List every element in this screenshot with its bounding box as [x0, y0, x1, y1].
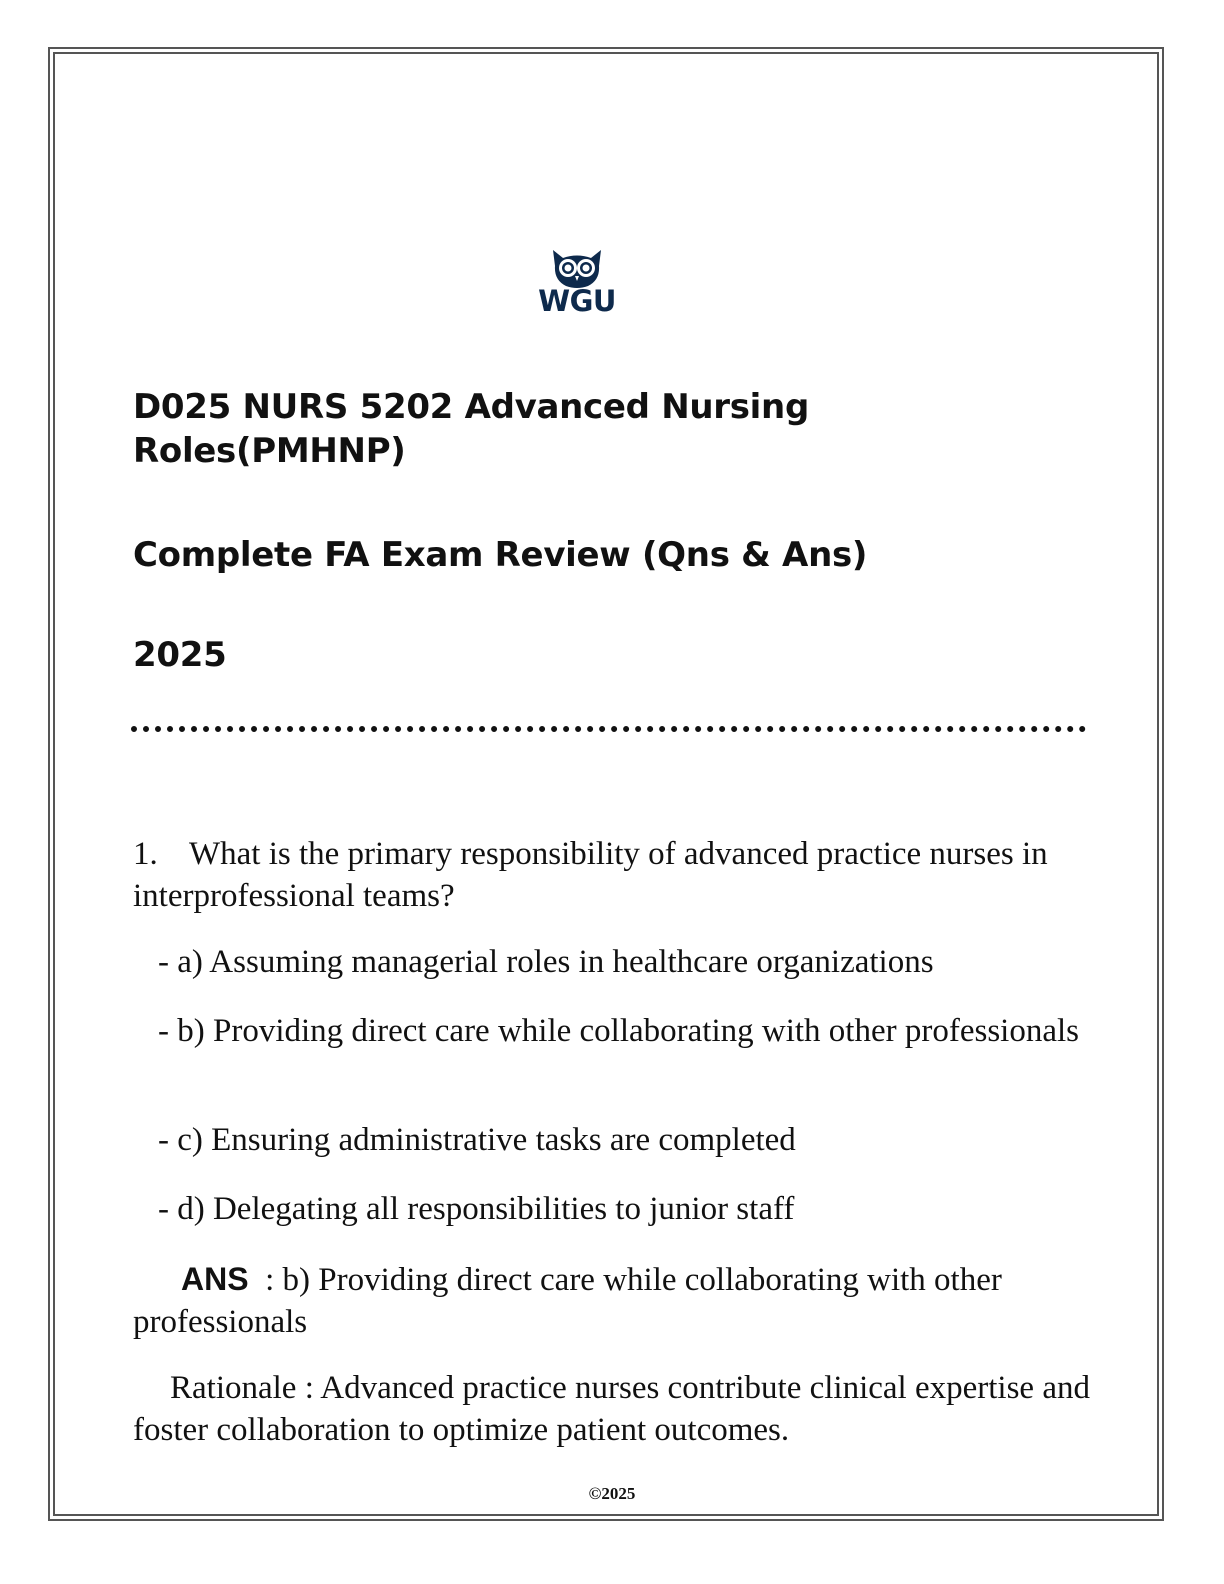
question-text: What is the primary responsibility of advanced practice nurses in interprofessional teams?	[133, 836, 1048, 914]
question-1	[133, 833, 1093, 917]
logo-wordmark: WGU	[538, 284, 616, 318]
option-c: - c) Ensuring administrative tasks are completed	[158, 1122, 796, 1158]
rationale-text: Rationale : Advanced practice nurses contribute clinical expertise and foster collaboration to optimize patient outcomes.	[133, 1370, 1090, 1448]
option-d: - d) Delegating all responsibilities to junior staff	[158, 1191, 795, 1227]
document-subtitle: Complete FA Exam Review (Qns & Ans)	[133, 535, 868, 575]
rationale	[133, 1367, 1093, 1451]
dotted-separator	[131, 726, 1086, 732]
question-number: 1.	[133, 836, 158, 872]
document-year: 2025	[133, 635, 227, 675]
owl-icon	[548, 246, 606, 288]
option-a: - a) Assuming managerial roles in healthcare organizations	[158, 944, 934, 980]
footer-copyright: ©2025	[588, 1484, 636, 1503]
option-b-text: - b) Providing direct care while collaborating with other professionals	[158, 1013, 1079, 1049]
wgu-logo	[522, 246, 632, 326]
answer-label: ANS	[181, 1261, 249, 1297]
option-b	[133, 1010, 1093, 1052]
answer	[133, 1258, 1093, 1343]
answer-text: : b) Providing direct care while collaborating with other professionals	[133, 1262, 1002, 1340]
document-title: D025 NURS 5202 Advanced Nursing Roles(PMHNP)	[133, 387, 809, 471]
